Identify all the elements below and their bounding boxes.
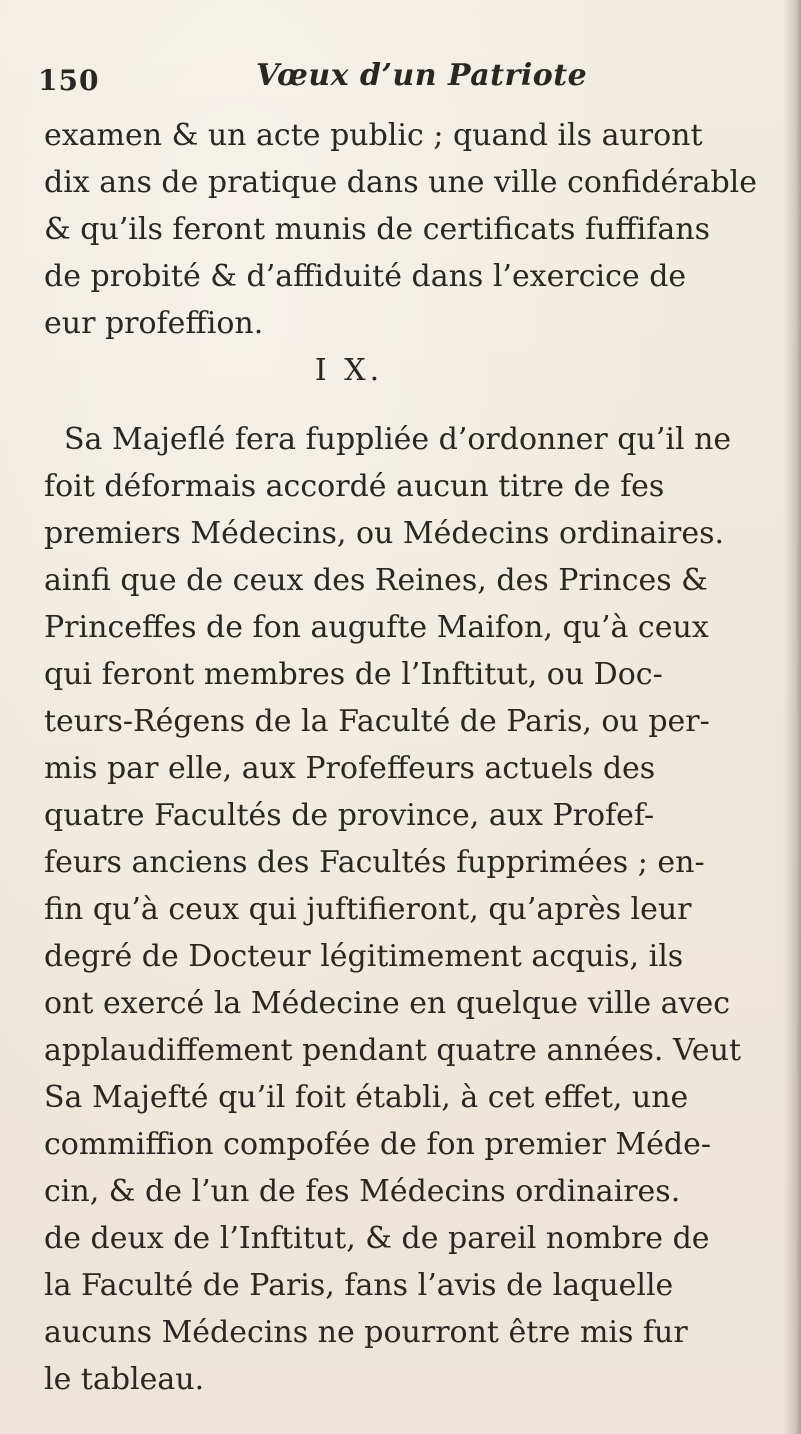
text-line: feurs anciens des Facultés fupprimées ; en-	[44, 845, 705, 880]
text-line: teurs-Régens de la Faculté de Paris, ou per-	[44, 704, 710, 739]
text-line: le tableau.	[44, 1362, 205, 1397]
text-line: de probité & d’affiduité dans l’exercice de	[44, 259, 687, 294]
text-line: commiffion compofée de fon premier Méde-	[44, 1127, 711, 1162]
text-line: & qu’ils feront munis de certificats fuffifans	[44, 212, 710, 247]
text-line: premiers Médecins, ou Médecins ordinaires.	[44, 516, 725, 551]
page-edge-shadow	[783, 0, 801, 1434]
text-line: ainfi que de ceux des Reines, des Princes &	[44, 563, 708, 598]
text-line: Princeffes de fon augufte Maifon, qu’à ceux	[44, 610, 709, 645]
text-line: examen & un acte public ; quand ils auront	[44, 118, 703, 153]
spacer	[44, 394, 801, 416]
text-line: aucuns Médecins ne pourront être mis fur	[44, 1315, 688, 1350]
text-line: de deux de l’Inftitut, & de pareil nombre de	[44, 1221, 710, 1256]
text-line: cin, & de l’un de fes Médecins ordinaires.	[44, 1174, 681, 1209]
text-line: applaudiffement pendant quatre années. Veut	[44, 1033, 742, 1068]
body-text	[44, 112, 801, 1403]
text-line: dix ans de pratique dans une ville confidérable	[44, 165, 758, 200]
text-line: quatre Facultés de province, aux Profef-	[44, 798, 655, 833]
text-line: ont exercé la Médecine en quelque ville avec	[44, 986, 731, 1021]
text-line: eur profeffion.	[44, 306, 264, 341]
text-line: mis par elle, aux Profeffeurs actuels des	[44, 751, 656, 786]
running-title: Vœux d’un Patriote	[256, 58, 588, 93]
text-line: Sa Majeflé fera fuppliée d’ordonner qu’il ne	[64, 422, 732, 457]
text-line: foit déformais accordé aucun titre de fes	[44, 469, 665, 504]
text-line: qui feront membres de l’Inftitut, ou Doc-	[44, 657, 663, 692]
article-heading: I X.	[314, 353, 384, 388]
page-header	[0, 58, 801, 108]
text-line: Sa Majefté qu’il foit établi, à cet effet, une	[44, 1080, 689, 1115]
text-line: degré de Docteur légitimement acquis, ils	[44, 939, 684, 974]
text-line: fin qu’à ceux qui juftifieront, qu’après leur	[44, 892, 692, 927]
page-number: 150	[38, 64, 100, 97]
text-line: la Faculté de Paris, fans l’avis de laquelle	[44, 1268, 674, 1303]
